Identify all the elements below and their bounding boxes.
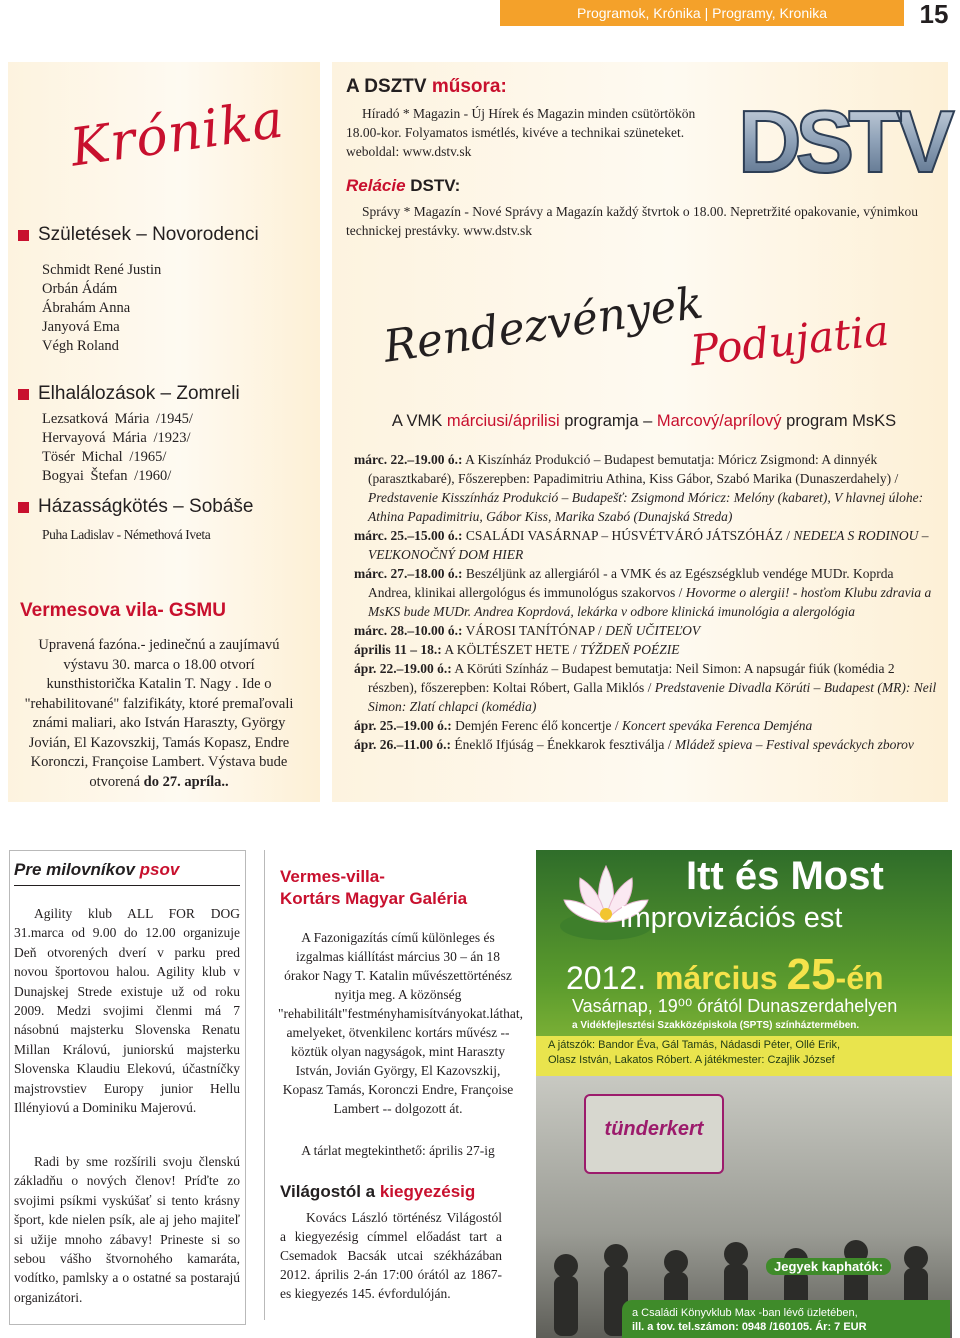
poster-cast	[536, 1036, 952, 1076]
event-text-sk: Predstavenie Divadla Körúti – Budapest (MR): Neil Simon: Zlatí chlapci (komédia)	[368, 680, 937, 714]
list-item: Ábrahám Anna	[42, 300, 131, 316]
galeria-text: A Fazonigazítás című különleges és izgalmas kiállítást március 30 – án 18 órakor Nagy T. Katalin művészettörténész nyitja meg. A közönség "rehabilitált"festményhamisítványokat.láthat, amelyeket, ötvenkilenc kortárs művész -- köztük olyan nagyságok, mint Haraszty István, Jovián György, El Kazovszkij, Kopasz Tamás, Koronczi Endre, Françoise Lambert -- dolgozott át.	[278, 930, 523, 1116]
rendezvenyek-title: Rendezvények	[380, 277, 707, 373]
vilagostol-heading	[280, 1182, 520, 1202]
vilagostol-text: Kovács László történész Világostól a kiegyezésig címmel előadást tart a Csemadok Bacsák utcai székházában 2012. április 2-án 17:00 órától az 1867-es kiegyezés 145. évfordulóján.	[280, 1210, 502, 1301]
dstv-heading-red: műsora:	[431, 76, 507, 97]
poster-date-day: 25	[786, 950, 836, 999]
section-label: Programok, Krónika | Programy, Kronika	[576, 5, 828, 21]
list-item: Bogyai Štefan /1960/	[42, 468, 172, 484]
dstv-logo	[732, 92, 949, 191]
galeria-heading-line: Vermes-villa-	[280, 867, 385, 886]
list-item: Tösér Michal /1965/	[42, 449, 167, 465]
poster-date-suffix: -én	[835, 960, 884, 996]
poster-date-year: 2012.	[566, 960, 647, 996]
vmk-heading-part: A VMK	[391, 412, 443, 430]
poster-venue: a Vidékfejlesztési Szakközépiskola (SPTS) színháztermében.	[572, 1020, 860, 1031]
event-text-sk: Mládež spieva – Festival speváckych zborov	[674, 737, 914, 752]
marriages-list	[42, 525, 210, 544]
event-date: ápr. 22.–19.00 ó.:	[354, 661, 452, 676]
marriages-heading	[18, 496, 253, 518]
event-date: ápr. 26.–11.00 ó.:	[354, 737, 452, 752]
poster-tickets-line: a Családi Könyvklub Max -ban lévő üzletében,	[632, 1307, 858, 1319]
event-item	[354, 450, 938, 526]
event-text-sk: Predstavenie Kisszínház Produkció – Budapešť: Zsigmond Móricz: Melóny (kabaret), V hlavnej úlohe: Athina Papadimitriu, Gábor Kiss, Marika Szabó (Dunajská Streda)	[368, 490, 924, 524]
marriages-heading-text: Házasságkötés – Sobáše	[38, 496, 254, 517]
dstv-heading-text: A DSZTV	[346, 76, 427, 97]
psov-heading	[14, 860, 179, 880]
event-text-sk: NEDEĽA S RODINOU – VEĽKONOČNÝ DOM HIER	[368, 528, 929, 562]
vermesova-closing: Výstava bude otvorená	[89, 754, 288, 790]
dstv-text: Híradó * Magazin - Új Hírek és Magazin minden csütörtökön 18.00-kor. Folyamatos ismétlés, kivéve a technikai szüneteket. weboldal: www.dstv.sk	[346, 106, 696, 159]
list-item: Hervayová Mária /1923/	[42, 430, 191, 446]
deaths-heading	[18, 383, 240, 405]
galeria-heading-line: Kortárs Magyar Galéria	[280, 889, 468, 908]
event-text-hu: A KÖLTÉSZET HETE /	[444, 642, 577, 657]
event-item	[354, 640, 938, 659]
event-text-sk: Koncert speváka Ferenca Demjéna	[621, 718, 813, 733]
relacie-heading-text: DSTV:	[410, 176, 461, 195]
event-date: márc. 22.–19.00 ó.:	[354, 452, 463, 467]
dstv-logo-text: DSTV	[738, 92, 949, 191]
poster-date-month: március	[654, 960, 778, 996]
kronika-title: Krónika	[66, 89, 288, 179]
event-item	[354, 621, 938, 640]
list-item: Orbán Ádám	[42, 281, 118, 297]
event-text-hu: A Körúti Színház – Budapest bemutatja: Neil Simon: A napsugár fiúk (komédia 2 részben), főszerepben: Koltai Róbert, Galla Miklós /	[368, 661, 895, 695]
births-heading	[18, 224, 259, 246]
event-item	[354, 716, 938, 735]
vermesova-heading: Vermesova vila- GSMU	[20, 600, 226, 621]
event-item	[354, 564, 938, 621]
poster-tickets-heading: Jegyek kaphatók:	[766, 1258, 891, 1275]
event-text-hu: A Kiszínház Produkció – Budapest bemutatja: Móricz Zsigmond: A dinnyék (parasztkabaré), Főszerepben: Papadimitriu Athina, Kiss Gábor, Szabó Marika (Dunaszerdahely) /	[368, 452, 899, 486]
list-item: Puha Ladislav - Némethová Iveta	[42, 527, 211, 542]
psov-paragraph-1: Agility klub ALL FOR DOG 31.marca od 9.00 do 12.00 organizuje Deň otvorených dverí v parku pred novou športovou halou. Agility klub v Dunajskej Strede existuje už od roku 2009. Medzi svojimi členmi má 7 násobnú majsterku Slovenska Renatu Millan Královú, juniorskú majsterku Slovenska Klaudiu Elekovú, účastníčky majstrovstiev Europy junior Hellu Illényiovú a Dominiku Majerovú.	[14, 906, 240, 1116]
births-list	[42, 261, 161, 356]
vmk-heading-part: program MsKS	[786, 412, 897, 430]
vmk-heading-part: Marcový/aprílový	[656, 412, 782, 430]
list-item: Lezsatková Mária /1945/	[42, 411, 193, 427]
vermesova-text	[18, 636, 300, 792]
relacie-heading-red: Relácie	[346, 176, 406, 195]
event-item	[354, 526, 938, 564]
event-poster	[536, 850, 952, 1338]
deaths-heading-text: Elhalálozások – Zomreli	[38, 383, 240, 404]
event-date: április 11 – 18.:	[354, 642, 442, 657]
event-date: márc. 25.–15.00 ó.:	[354, 528, 463, 543]
event-text-sk: DEŇ UČITEĽOV	[605, 623, 701, 638]
event-text-hu: VÁROSI TANÍTÓNAP /	[465, 623, 602, 638]
poster-banner	[584, 1094, 724, 1174]
event-text-sk: Hovorme o alergii! - hosťom Klubu zdravia a MsKS bude MUDr. Andrea Koprdová, lekárka v odbore klinická imunológia a alergológia	[368, 585, 932, 619]
poster-time: Vasárnap, 19⁰⁰ órától Dunaszerdahelyen	[572, 996, 898, 1016]
bullet-square-icon	[18, 389, 29, 400]
event-date: ápr. 25.–19.00 ó.:	[354, 718, 452, 733]
galeria-open-until: A tárlat megtekinthető: április 27-ig	[301, 1143, 495, 1158]
event-item	[354, 659, 938, 716]
births-heading-text: Születések – Novorodenci	[38, 224, 259, 245]
event-text-hu: CSALÁDI VASÁRNAP – HÚSVÉTVÁRÓ JÁTSZÓHÁZ /	[465, 528, 791, 543]
vmk-program-heading	[346, 412, 942, 431]
podujatia-title: Podujatia	[687, 305, 892, 376]
vmk-heading-part: programja –	[564, 412, 653, 430]
poster-photo	[536, 1076, 952, 1338]
event-text-hu: Demjén Ferenc élő koncertje /	[455, 718, 619, 733]
relacie-heading	[346, 176, 460, 196]
bullet-square-icon	[18, 502, 29, 513]
poster-tickets-line: ill. a tov. tel.számon: 0948 /160105. Ár: 7 EUR	[632, 1321, 867, 1333]
vermesova-closing-date: do 27. apríla..	[143, 773, 229, 790]
page-number: 15	[919, 0, 949, 29]
psov-heading-text: Pre milovníkov	[14, 860, 135, 879]
list-item: Schmidt René Justin	[42, 262, 162, 278]
galeria-heading	[280, 866, 520, 910]
psov-heading-red: psov	[139, 860, 180, 879]
divider	[14, 885, 240, 886]
poster-cast-line: Olasz István, Lakatos Róbert. A játékmester: Czajlik József	[548, 1054, 835, 1066]
psov-paragraph-2: Radi by sme rozšírili svoju členskú základňu o nových členov! Príďte zo svojimi psíkmi vyskúšať si tento krásny šport, kde nielen psík, ale aj jeho majiteľ si užije mnoho zábavy! Prineste si so sebou vášho štvornohého kamaráta, vodítko, pamlsky a o ostatné sa postarajú organizátori.	[14, 1154, 240, 1305]
event-text-sk: TÝŽDEŇ POÉZIE	[580, 642, 680, 657]
bullet-square-icon	[18, 230, 29, 241]
event-date: márc. 27.–18.00 ó.:	[354, 566, 463, 581]
list-item: Janyová Ema	[42, 319, 120, 335]
event-date: márc. 28.–10.00 ó.:	[354, 623, 463, 638]
vilagostol-heading-text: Világostól a	[280, 1182, 376, 1201]
poster-title: Itt és Most	[686, 854, 884, 898]
section-header-bar	[500, 0, 904, 26]
poster-subtitle: improvizációs est	[620, 902, 843, 934]
divider	[264, 850, 265, 1320]
list-item: Végh Roland	[42, 338, 119, 354]
vilagostol-heading-red: kiegyezésig	[379, 1182, 476, 1201]
dstv-heading	[346, 76, 507, 98]
poster-date	[566, 950, 884, 1000]
event-text-hu: Beszéljünk az allergiáról - a VMK és az Egészségklub vendége MUDr. Koprda Andrea, klinikai allergológus és immunológus szakorvos /	[368, 566, 894, 600]
vmk-heading-part: márciusi/áprilisi	[446, 412, 560, 430]
relacie-text: Správy * Magazín - Nové Správy a Magazín každý štvrtok o 18.00. Nepretržité opakovanie, výnimkou technickej prestávky. www.dstv.sk	[346, 204, 918, 238]
event-list	[354, 450, 938, 754]
event-item	[354, 735, 938, 754]
event-text-hu: Éneklő Ifjúság – Énekkarok fesztiválja /	[454, 737, 672, 752]
poster-cast-line: A játszók: Bandor Éva, Gál Tamás, Nádasdi Péter, Ollé Erik,	[548, 1039, 841, 1051]
poster-banner-text: tünderkert	[604, 1118, 704, 1140]
vermesova-body: Upravená fazóna.- jedinečnú a zaujímavú výstavu 30. marca o 18.00 otvorí kunsthistorička Katalin T. Nagy . Ide o "rehabilitované" falzifikáty, ktoré premaľovali známi maliari, ako István Haraszty, György Jovián, El Kazovszkij, Tamás Kopasz, Endre Koronczi, Françoise Lambert.	[24, 637, 294, 770]
poster-tickets-info	[632, 1306, 867, 1334]
deaths-list	[42, 410, 193, 486]
